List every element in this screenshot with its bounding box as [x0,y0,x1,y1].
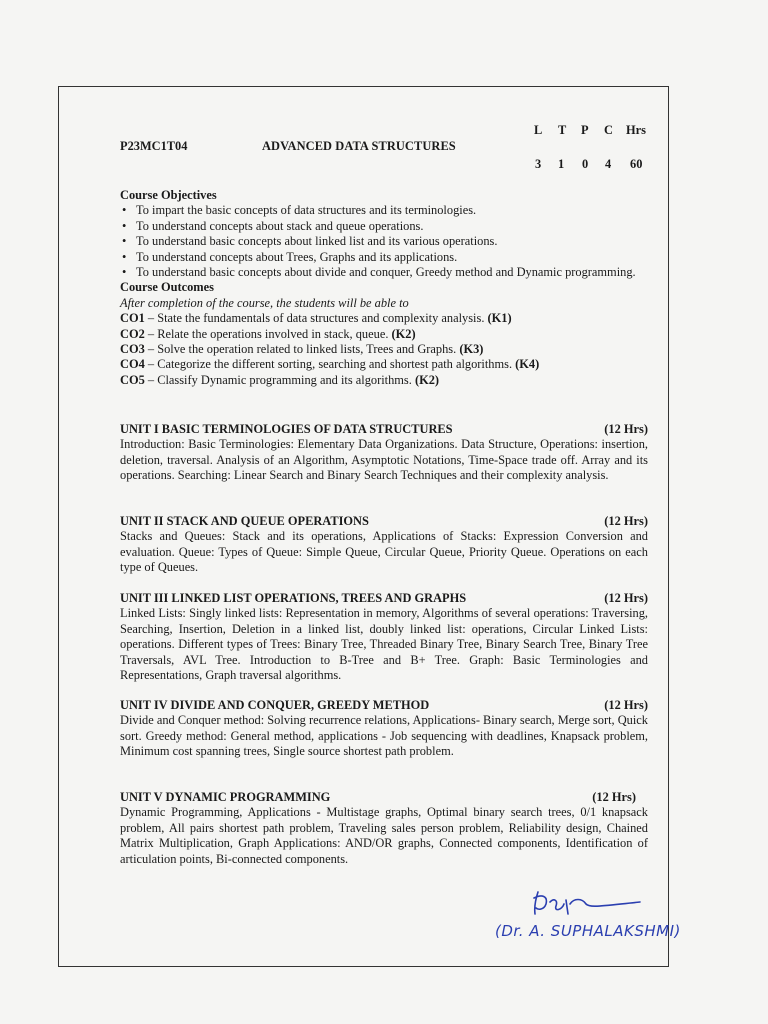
ltpc-label-c: C [604,123,613,137]
unit-hours: (12 Hrs) [604,698,648,712]
unit-1 [120,422,648,484]
unit-5 [120,790,648,867]
objective-item: • To understand concepts about stack and queue operations. [120,219,648,234]
outcome-level: (K4) [515,357,540,372]
objectives-heading: Course Objectives [120,188,217,202]
ltpc-value-hrs: 60 [630,157,643,171]
unit-heading [120,790,648,805]
ltpc-label-hrs: Hrs [626,123,646,137]
unit-hours: (12 Hrs) [604,591,648,605]
outcome-item [120,327,648,342]
objective-item: • To impart the basic concepts of data structures and its terminologies. [120,203,648,218]
unit-body: Linked Lists: Singly linked lists: Representation in memory, Algorithms of several operations: Traversing, Searching, Insertion, Deletion in a linked list, doubly linked list: operations, Circular Linked Lists: operations. Different types of Trees: Binary Tree, Threaded Binary Tree, Binary Search Tree, Binary Tree Traversals, AVL Tree. Introduction to B-Tree and B+ Tree. Graph: Basic Terminologies and Representations, Graph traversal algorithms. [120,606,648,683]
signatory-name: (Dr. A. SUPHALAKSHMI) [495,922,681,940]
objective-item: • To understand basic concepts about divide and conquer, Greedy method and Dynamic programming. [120,265,648,280]
outcome-level: (K1) [487,311,512,326]
outcome-text: – Solve the operation related to linked lists, Trees and Graphs. [144,342,460,357]
course-title: ADVANCED DATA STRUCTURES [262,139,456,153]
outcome-code: CO2 [120,326,145,341]
unit-heading [120,698,648,713]
unit-title: UNIT II STACK AND QUEUE OPERATIONS [120,514,369,528]
outcome-item [120,373,648,388]
outcome-level: (K3) [459,342,484,357]
unit-body: Introduction: Basic Terminologies: Elementary Data Organizations. Data Structure, Operations: insertion, deletion, traversal. Analysis of an Algorithm, Asymptotic Notations, Time-Space trade off. Array and its operations. Searching: Linear Search and Binary Search Techniques and their complexity analysis. [120,437,648,483]
unit-heading [120,591,648,606]
unit-body: Stacks and Queues: Stack and its operations, Applications of Stacks: Expression Conversion and evaluation. Queue: Types of Queue: Simple Queue, Circular Queue, Priority Queue. Operations on each type of Queues. [120,529,648,575]
outcome-code: CO3 [120,342,145,357]
ltpc-label-t: T [558,123,567,137]
ltpc-value-t: 1 [558,157,565,171]
unit-4 [120,698,648,760]
unit-hours: (12 Hrs) [592,790,636,804]
unit-hours: (12 Hrs) [604,514,648,528]
objectives-list [120,203,648,280]
unit-3 [120,591,648,683]
unit-heading [120,514,648,529]
unit-body: Divide and Conquer method: Solving recurrence relations, Applications- Binary search, Merge sort, Quick sort. Greedy method: General method, applications - Job sequencing with deadlines, Knapsack problem, Minimum cost spanning trees, Single source shortest path problem. [120,713,648,759]
objective-item: • To understand basic concepts about linked list and its various operations. [120,234,648,249]
unit-2 [120,514,648,576]
outcome-level: (K2) [391,326,416,341]
outcome-text: – State the fundamentals of data structures and complexity analysis. [144,311,488,326]
ltpc-value-c: 4 [605,157,612,171]
outcome-item [120,357,648,372]
outcome-text: – Relate the operations involved in stack, queue. [144,326,392,341]
ltpc-value-l: 3 [535,157,542,171]
objectives-outcomes-section [120,188,648,388]
outcomes-heading: Course Outcomes [120,280,214,295]
unit-hours: (12 Hrs) [604,422,648,436]
unit-body: Dynamic Programming, Applications - Multistage graphs, Optimal binary search trees, 0/1 knapsack problem, All pairs shortest path problem, Traveling sales person problem, Reliability design, Chained Matrix Multiplication, Graph Applications: AND/OR graphs, Connected components, Identification of articulation points, Bi-connected components. [120,805,648,866]
outcome-text: – Classify Dynamic programming and its algorithms. [144,372,415,387]
objective-item: • To understand concepts about Trees, Graphs and its applications. [120,250,648,265]
outcome-item [120,311,648,326]
outcome-text: – Categorize the different sorting, searching and shortest path algorithms. [144,357,516,372]
outcome-code: CO1 [120,311,145,326]
outcome-code: CO5 [120,372,145,387]
unit-title: UNIT V DYNAMIC PROGRAMMING [120,790,331,804]
unit-title: UNIT III LINKED LIST OPERATIONS, TREES AND GRAPHS [120,591,467,605]
outcome-level: (K2) [414,372,440,387]
outcome-code: CO4 [120,357,145,372]
ltpc-label-p: P [581,123,589,137]
outcome-item [120,342,648,357]
ltpc-label-l: L [534,123,543,137]
signature-scribble [490,880,700,960]
unit-title: UNIT I BASIC TERMINOLOGIES OF DATA STRUCTURES [120,422,453,436]
unit-heading [120,422,648,437]
unit-title: UNIT IV DIVIDE AND CONQUER, GREEDY METHOD [120,698,430,712]
ltpc-value-p: 0 [582,157,589,171]
outcomes-intro: After completion of the course, the students will be able to [120,295,409,310]
course-code: P23MC1T04 [120,139,188,153]
